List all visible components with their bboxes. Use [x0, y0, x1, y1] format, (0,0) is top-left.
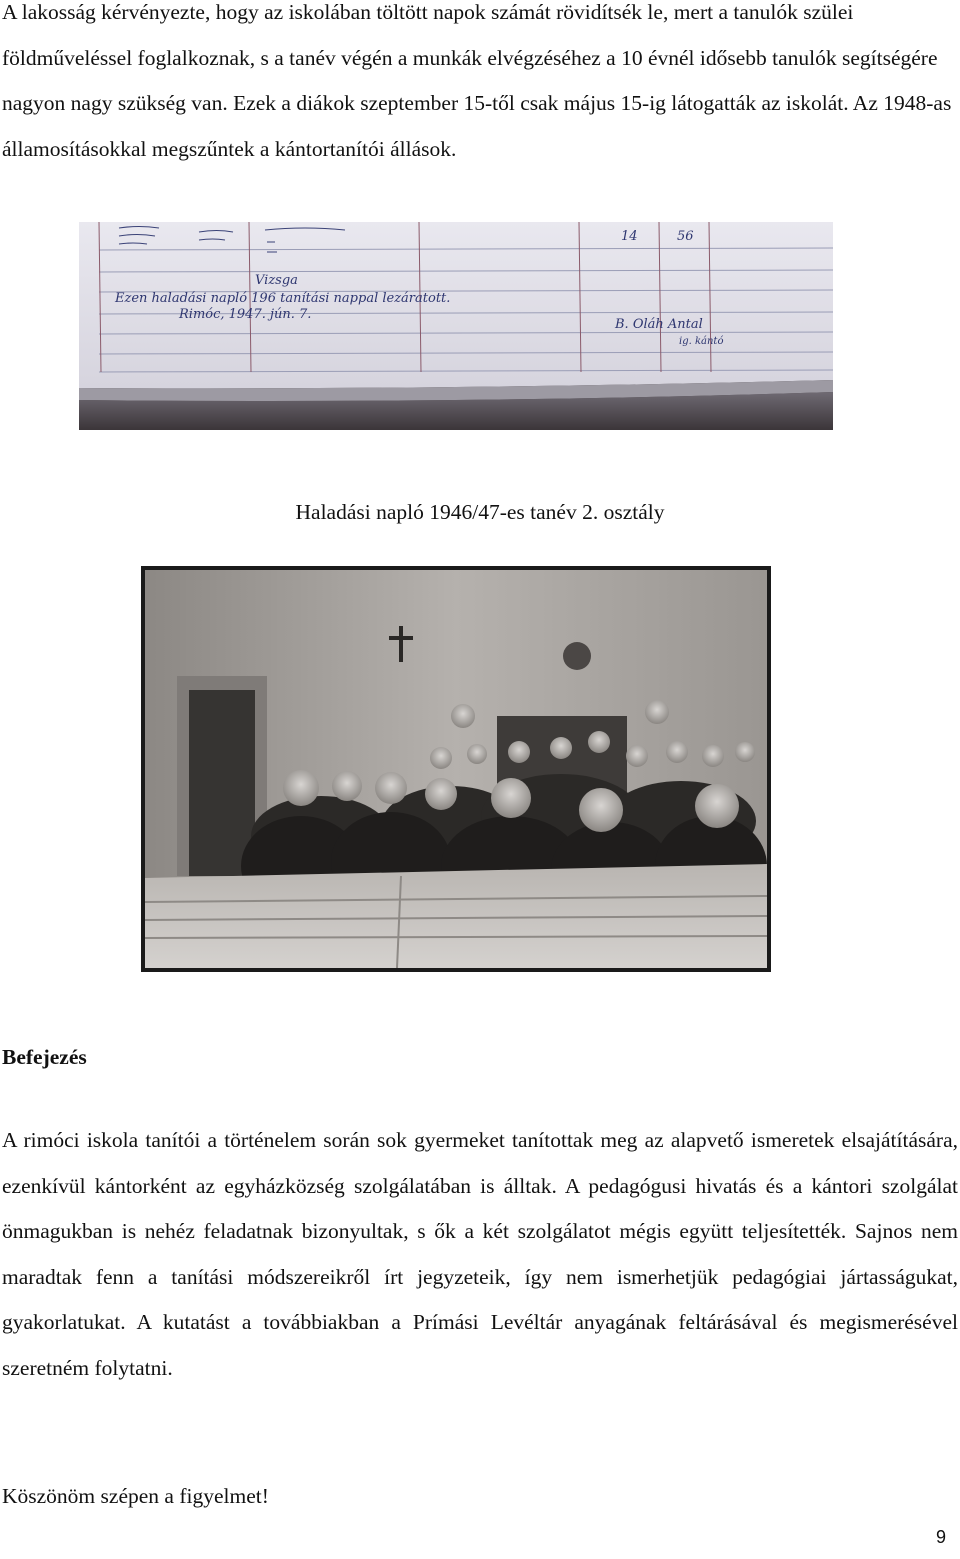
- closing-line: Köszönöm szépen a figyelmet!: [2, 1484, 269, 1508]
- class-photo: [141, 566, 771, 972]
- intro-paragraph: A lakosság kérvényezte, hogy az iskolában töltött napok számát rövidítsék le, mert a tanulók szülei földműveléssel foglalkoznak, s a tanév végén a munkák elvégzéséhez a 10 évnél idősebb tanulók segítségére nagyon nagy szükség van. Ezek a diákok szeptember 15-től csak május 15-ig látogatták az iskolát. Az 1948-as államosításokkal megszűntek a kántortanítói állások.: [2, 0, 952, 161]
- handwriting-closing-note: Ezen haladási napló 196 tanítási nappal lezáratott.: [115, 291, 451, 306]
- handwriting-date: Rimóc, 1947. jún. 7.: [179, 307, 312, 322]
- figure-caption: Haladási napló 1946/47-es tanév 2. osztály: [295, 500, 665, 524]
- handwriting-title: ig. kántó: [679, 336, 724, 347]
- handwriting-count-a: 14: [621, 229, 638, 244]
- handwriting-signature: B. Oláh Antal: [615, 317, 703, 332]
- conclusion-paragraph: A rimóci iskola tanítói a történelem során sok gyermeket tanítottak meg az alapvető ismeretek elsajátítására, ezenkívül kántorként az egyházközség szolgálatában is álltak. A pedagógusi hivatás és a kántori szolgálat önmagukban is nehéz feladatnak bizonyultak, s ők a két szolgálatot mégis együtt teljesítették. Sajnos nem maradtak fenn a tanítási módszereikről írt jegyzeteik, így nem ismerhetjük pedagógiai jártasságukat, gyakorlatukat. A kutatást a továbbiakban a Prímási Levéltár anyagának feltárásával és megismerésével szeretném folytatni.: [2, 1128, 958, 1380]
- section-heading: Befejezés: [2, 1045, 87, 1069]
- logbook-photo: [79, 222, 833, 430]
- handwriting-count-b: 56: [677, 229, 694, 244]
- page-number: 9: [935, 1527, 946, 1547]
- handwriting-heading: Vizsga: [255, 273, 298, 288]
